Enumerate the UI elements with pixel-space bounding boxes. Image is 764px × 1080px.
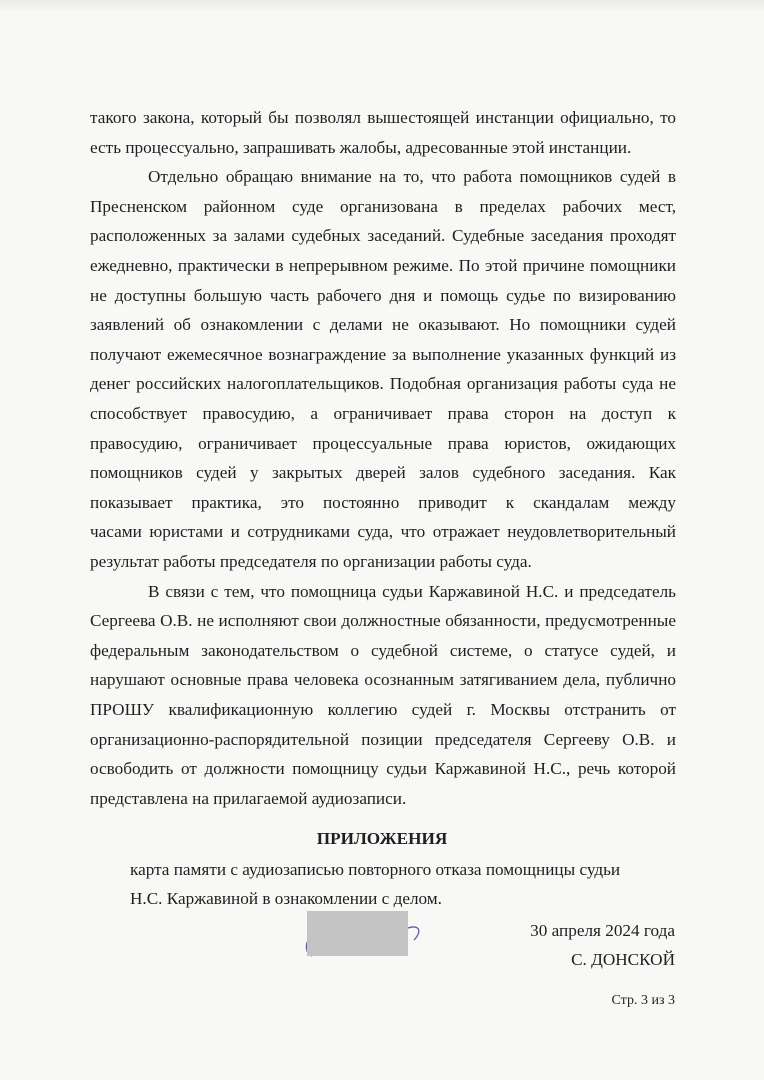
paragraph-line: способствует правосудию, а ограничивает права сторон на доступ к	[90, 404, 676, 423]
paragraph-line: расположенных за залами судебных заседаний. Судебные заседания проходят	[90, 226, 676, 246]
paragraph-line: В связи с тем, что помощница судьи Каржавиной Н.С. и председатель	[148, 581, 676, 601]
attachment-line: карта памяти с аудиозаписью повторного отказа помощницы судьи	[130, 860, 621, 879]
scan-edge	[0, 0, 764, 12]
paragraph-line: Отдельно обращаю внимание на то, что работа помощников судей в	[148, 167, 676, 187]
paragraph-line: не доступны большую часть рабочего дня и помощь судье по визированию	[90, 285, 676, 305]
signatory-name: С. ДОНСКОЙ	[571, 950, 675, 969]
paragraph-line: помощников судей у закрытых дверей залов судебного заседания. Как	[90, 463, 676, 483]
redacted-signature	[307, 911, 408, 956]
paragraph-line: часами юристами и сотрудниками суда, что отражает неудовлетворительный	[90, 522, 676, 542]
signature-date: 30 апреля 2024 года	[530, 921, 675, 940]
attachments-heading: ПРИЛОЖЕНИЯ	[316, 829, 448, 848]
paragraph-line: такого закона, который бы позволял вышестоящей инстанции официально, то	[90, 108, 676, 127]
attachment-line: Н.С. Каржавиной в ознакомлении с делом.	[130, 889, 442, 908]
paragraph-line: денег российских налогоплательщиков. Подобная организация работы суда не	[90, 374, 676, 394]
paragraph-line: Сергеева О.В. не исполняют свои должностные обязанности, предусмотренные	[90, 611, 676, 631]
paragraph-line: организационно-распорядительной позиции председателя Сергееву О.В. и	[90, 729, 676, 749]
paragraph-line: результат работы председателя по организации работы суда.	[90, 552, 532, 571]
paragraph-line: представлена на прилагаемой аудиозаписи.	[90, 788, 407, 808]
paragraph-line: есть процессуально, запрашивать жалобы, адресованные этой инстанции.	[90, 137, 632, 157]
paragraph-line: ПРОШУ квалификационную коллегию судей г. Москвы отстранить от	[90, 700, 676, 719]
paragraph-line: Пресненском районном суде организована в пределах рабочих мест,	[90, 196, 676, 216]
paragraph-line: показывает практика, это постоянно приводит к скандалам между	[90, 492, 676, 512]
paragraph-line: нарушают основные права человека осознанным затягиванием дела, публично	[90, 670, 676, 690]
paragraph-line: ежедневно, практически в непрерывном режиме. По этой причине помощники	[90, 256, 676, 275]
paragraph-line: правосудию, ограничивает процессуальные права юристов, ожидающих	[90, 433, 676, 453]
paragraph-line: заявлений об ознакомлении с делами не оказывают. Но помощники судей	[90, 315, 676, 335]
paragraph-line: освободить от должности помощницу судьи Каржавиной Н.С., речь которой	[90, 759, 676, 779]
page-number: Стр. 3 из 3	[611, 993, 675, 1008]
paragraph-line: федеральным законодательством о судебной системе, о статусе судей, и	[90, 640, 676, 660]
paragraph-line: получают ежемесячное вознаграждение за выполнение указанных функций из	[90, 344, 676, 364]
